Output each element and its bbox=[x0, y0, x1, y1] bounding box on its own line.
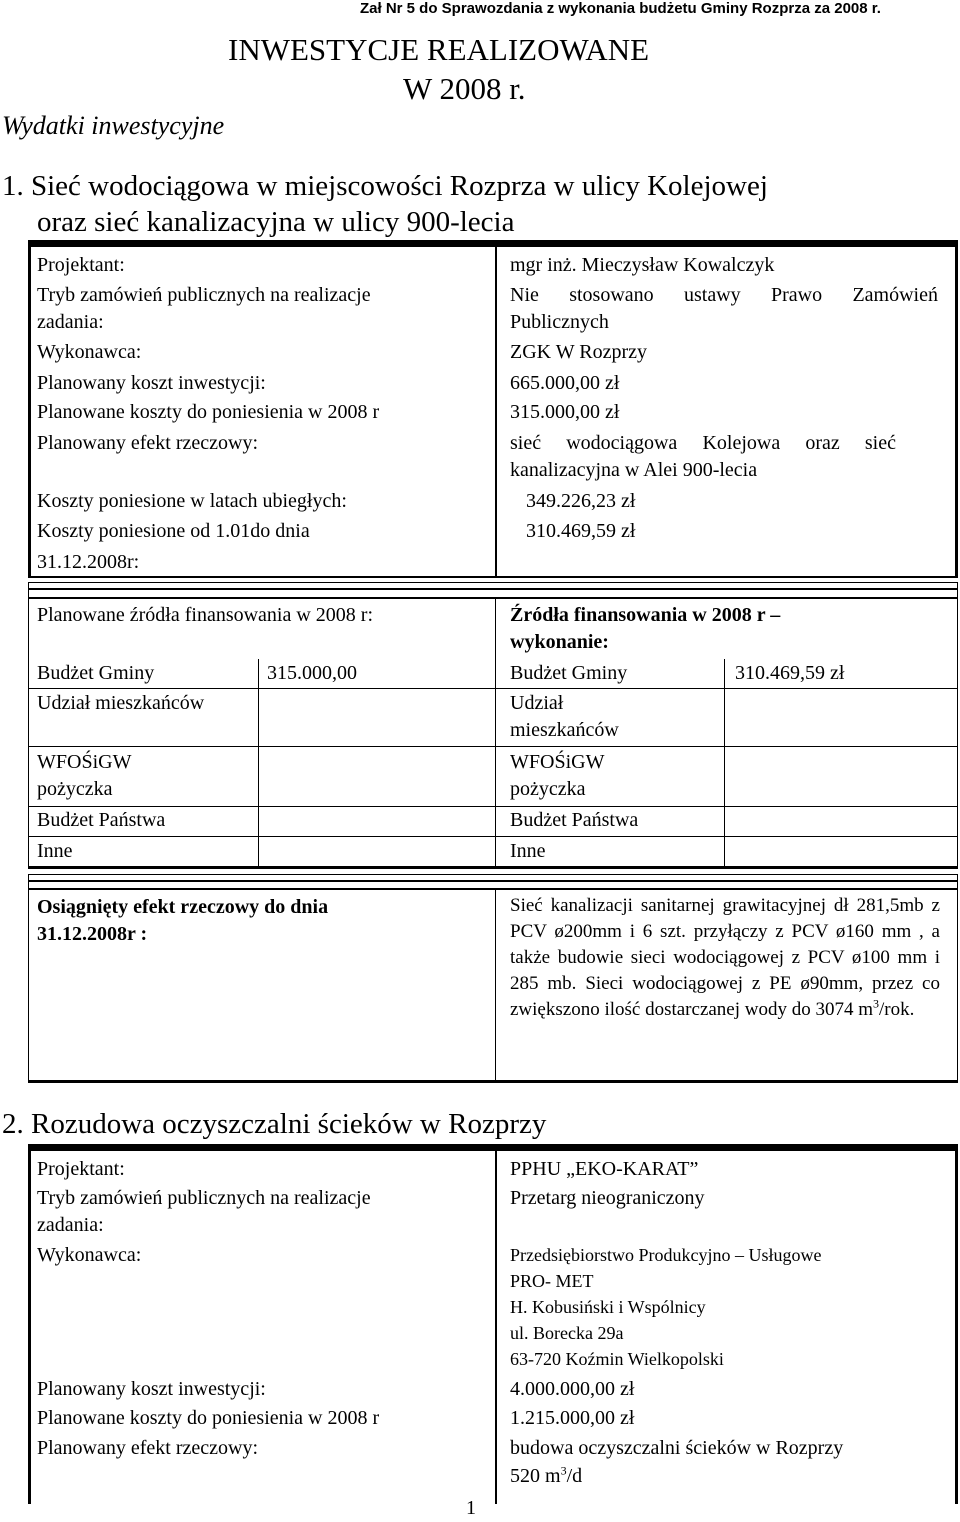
item2-projektant-value: PPHU „EKO-KARAT” bbox=[510, 1158, 699, 1180]
page-subtitle: W 2008 r. bbox=[403, 71, 526, 106]
item1-ubiegle-value: 349.226,23 zł bbox=[526, 490, 636, 512]
item1-projektant-label: Projektant: bbox=[37, 254, 125, 276]
item1-koszty2008-label: Planowane koszty do poniesienia w 2008 r bbox=[37, 401, 380, 423]
item1-wykonawca-value: ZGK W Rozprzy bbox=[510, 341, 648, 363]
fin-left-udzial: Udział mieszkańców bbox=[37, 692, 205, 714]
item1-tryb-label-2: zadania: bbox=[37, 311, 104, 333]
item1-tryb-value: Nie stosowano ustawy Prawo Zamówień bbox=[510, 284, 938, 306]
page-title: INWESTYCJE REALIZOWANE bbox=[228, 32, 650, 67]
fin-left-wfos: WFOŚiGW bbox=[37, 751, 132, 773]
fin-left-budzet-gminy: Budżet Gminy bbox=[37, 662, 155, 684]
fin-right-wfos-2: pożyczka bbox=[510, 778, 586, 800]
item1-zrodla-wyk-label-2: wykonanie: bbox=[510, 631, 609, 653]
item2-koszty2008-label: Planowane koszty do poniesienia w 2008 r bbox=[37, 1407, 380, 1429]
item2-projektant-label: Projektant: bbox=[37, 1158, 125, 1180]
item1-koszty2008-value: 315.000,00 zł bbox=[510, 401, 620, 423]
item2-efekt-value: budowa oczyszczalni ścieków w Rozprzy bbox=[510, 1437, 844, 1459]
item1-od-label: Koszty poniesione od 1.01do dnia bbox=[37, 520, 310, 542]
item1-ubiegle-label: Koszty poniesione w latach ubiegłych: bbox=[37, 490, 347, 512]
fin-right-budzet-gminy: Budżet Gminy bbox=[510, 662, 628, 684]
item1-wykonawca-label: Wykonawca: bbox=[37, 341, 142, 363]
item1-zrodla-plan-label: Planowane źródła finansowania w 2008 r: bbox=[37, 604, 374, 626]
item2-wykonawca-value: Przedsiębiorstwo Produkcyjno – Usługowe PRO- MET H. Kobusiński i Wspólnicy ul. Borecka 29a 63-720 Koźmin Wielkopolski bbox=[510, 1245, 822, 1369]
fin-right-budzet-panstwa: Budżet Państwa bbox=[510, 809, 639, 831]
fin-left-budzet-panstwa: Budżet Państwa bbox=[37, 809, 166, 831]
item1-koszt-label: Planowany koszt inwestycji: bbox=[37, 372, 266, 394]
item1-heading-line1: 1. Sieć wodociągowa w miejscowości Rozprza w ulicy Kolejowej bbox=[2, 170, 768, 202]
item1-od-value: 310.469,59 zł bbox=[526, 520, 636, 542]
item1-zrodla-wyk-label: Źródła finansowania w 2008 r – bbox=[510, 604, 781, 626]
fin-left-inne: Inne bbox=[37, 840, 73, 862]
fin-left-wfos-2: pożyczka bbox=[37, 778, 113, 800]
item2-heading: 2. Rozudowa oczyszczalni ścieków w Rozprzy bbox=[2, 1108, 547, 1140]
header-note: Zał Nr 5 do Sprawozdania z wykonania budżetu Gminy Rozprza za 2008 r. bbox=[360, 0, 881, 17]
fin-right-budzet-gminy-value: 310.469,59 zł bbox=[735, 662, 845, 684]
item2-tryb-label-2: zadania: bbox=[37, 1214, 104, 1236]
item1-efekt-value: sieć wodociągowa Kolejowa oraz sieć bbox=[510, 432, 896, 454]
item1-osiagniety-label: Osiągnięty efekt rzeczowy do dnia bbox=[37, 896, 329, 918]
item2-tryb-value: Przetarg nieograniczony bbox=[510, 1187, 705, 1209]
fin-left-budzet-gminy-value: 315.000,00 bbox=[267, 662, 357, 684]
item1-efekt-label: Planowany efekt rzeczowy: bbox=[37, 432, 259, 454]
fin-right-inne: Inne bbox=[510, 840, 546, 862]
item1-od-label-2: 31.12.2008r: bbox=[37, 551, 140, 573]
item1-projektant-value: mgr inż. Mieczysław Kowalczyk bbox=[510, 254, 775, 276]
item2-koszt-label: Planowany koszt inwestycji: bbox=[37, 1378, 266, 1400]
item1-tryb-value-2: Publicznych bbox=[510, 311, 609, 333]
item2-koszt-value: 4.000.000,00 zł bbox=[510, 1378, 635, 1400]
item2-tryb-label: Tryb zamówień publicznych na realizacje bbox=[37, 1187, 371, 1209]
item1-osiagniety-value: Sieć kanalizacji sanitarnej grawitacyjnej dł 281,5mb z PCV ø200mm i 6 szt. przyłączy z PCV ø160 mm , a także budowie sieci wodociągowej z PCV ø100 mm i 285 mb. Sieci wodociągowej z PE ø90mm, przez co zwiększono ilość dostarczanej wody do 3074 $m^3$/rok. bbox=[510, 895, 940, 1020]
item1-heading-line2: oraz sieć kanalizacyjna w ulicy 900-lecia bbox=[37, 206, 515, 238]
item1-tryb-label: Tryb zamówień publicznych na realizacje bbox=[37, 284, 371, 306]
item2-efekt-label: Planowany efekt rzeczowy: bbox=[37, 1437, 259, 1459]
item1-osiagniety-label-2: 31.12.2008r : bbox=[37, 923, 148, 945]
page-number: 1 bbox=[466, 1497, 476, 1519]
item1-efekt-value-2: kanalizacyjna w Alei 900-lecia bbox=[510, 459, 758, 481]
item2-wykonawca-label: Wykonawca: bbox=[37, 1244, 142, 1266]
item2-koszty2008-value: 1.215.000,00 zł bbox=[510, 1407, 635, 1429]
section-label: Wydatki inwestycyjne bbox=[2, 111, 225, 140]
fin-right-wfos: WFOŚiGW bbox=[510, 751, 605, 773]
item1-koszt-value: 665.000,00 zł bbox=[510, 372, 620, 394]
fin-right-udzial-2: mieszkańców bbox=[510, 719, 619, 741]
item2-efekt-value-2: 520 $m^3/d$ bbox=[510, 1463, 583, 1487]
fin-right-udzial: Udział bbox=[510, 692, 564, 714]
